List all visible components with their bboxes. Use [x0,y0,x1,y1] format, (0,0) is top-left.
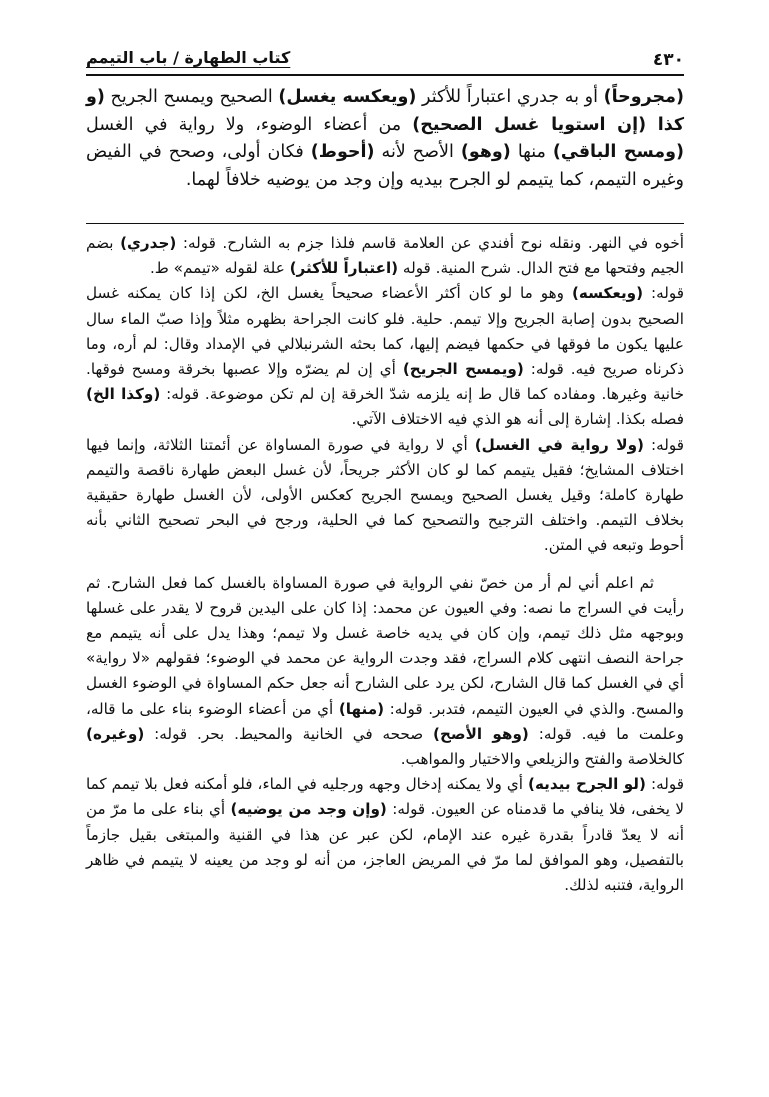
quoted-term: كذا (إن استويا غسل الصحيح) [412,114,684,135]
quoted-term: (ويعكسه يغسل) [278,87,417,107]
quoted-term: (لو الجرح بيديه) [528,775,646,794]
main-text-separator [86,223,684,224]
text-run: الأصح لأنه [374,142,461,162]
text-run: أي بناء على ما مرّ من أنه لا يعدّ قادراً بقدرة غيره عند الإمام، لكن عبر عن هذا في القنية والمبتغى بقيل جازماً بالتفصيل، وهو الموافق لما مرّ في المريض العاجز، من أنه لو وجد من يعينه لا يتيمم في ظاهر الرواية، فتنبه لذلك. [86,800,684,895]
commentary-paragraph [86,433,684,559]
text-run: كالخلاصة والفتح والزيلعي والاختيار والمواهب. [400,750,684,769]
main-text-block [86,84,684,194]
text-run: أي إن لم يضرّه وإلا عصبها بخرقة ومسح فوقها. خانية وغيرها. ومفاده كما قال ط إنه يلزمه شدّ الخرقة إن لم تكن موضوعة. قوله: [86,360,685,404]
page-number: ٤٣٠ [652,50,684,70]
quoted-term: (ويمسح الجريح) [402,360,524,379]
quoted-term: (جدري) [120,234,177,252]
text-run: صححه في الخانية والمحيط. بحر. قوله: [144,724,433,743]
quoted-term: (ويعكسه) [571,284,644,303]
text-run: أي من أعضاء الوضوء بناء على ما قاله، وعلمت ما فيه. قوله: [86,699,684,743]
quoted-term: (وغيره) [86,724,145,743]
text-run: الصحيح ويمسح الجريح [104,87,279,107]
text-run: منها [510,142,553,162]
text-run: قوله: [643,435,684,454]
page-header [86,44,684,76]
text-run: علة لقوله «تيمم» ط. [149,259,290,278]
quoted-term: (ومسح الباقي) [552,142,685,162]
main-text-paragraph [86,84,684,194]
commentary-paragraph [86,281,684,432]
text-run: من أعضاء الوضوء، ولا رواية في الغسل [86,114,413,135]
text-run: أي ولا يمكنه إدخال وجهه ورجليه في الماء، فلو أمكنه فعل بلا تيمم كما لا يخفى، فلا ينافي ما قدمناه عن العيون. قوله: [86,775,684,819]
quoted-term: (وهو الأصح) [433,724,529,743]
text-run: أخوه في النهر. ونقله نوح أفندي عن العلامة قاسم فلذا جزم به الشارح. قوله: [176,234,684,252]
text-run: وهو ما لو كان أكثر الأعضاء صحيحاً يغسل الخ، لكن إذا كان يمكنه غسل الصحيح بدون إصابة الجريح وإلا تيمم. حلية. فلو كانت الجراحة بظهره مثلاً وإذا صبّ الماء سال عليها يكون ما فوقها في حكمها فيضم إليها، كما بحثه الشرنبلالي في الإمداد وقال: لم أره، وما ذكرناه صريح فيه. قوله: [86,284,684,379]
text-run: أو به جدري اعتباراً للأكثر [416,87,604,107]
quoted-term: (و [86,87,105,107]
quoted-term: (أحوط) [310,142,375,162]
text-run: قوله: [645,775,684,794]
text-run: فصله بكذا. إشارة إلى أنه هو الذي فيه الاختلاف الآتي. [351,410,684,429]
text-run: قوله: [643,284,684,303]
commentary-paragraph [86,231,684,281]
text-run: بضم الجيم وفتحها مع فتح الدال. شرح المنية. قوله [86,234,684,278]
text-run: أي لا رواية في صورة المساواة عن أئمتنا الثلاثة، وإنما فيها اختلاف المشايخ؛ فقيل يتيمم كما لو كان الأكثر جريحاً، لأن غسل البعض طهارة ناقصة والتيمم طهارة كاملة؛ وقيل يغسل الصحيح ويمسح الجريح كعكس الأولى، لأن الغسل طهارة حقيقية بخلاف التيمم. واختلف الترجيح والتصحيح كما في الحلية، ورجح في البحر تصحيح الثاني بأنه أحوط وتبعه في المتن. [86,435,684,555]
quoted-term: (ولا رواية في الغسل) [474,435,644,454]
running-title: كتاب الطهارة / باب التيمم [86,48,291,67]
quoted-term: (وكذا الخ) [86,385,161,404]
quoted-term: (منها) [338,699,385,718]
book-page [86,0,684,1097]
quoted-term: (مجروحاً) [603,87,684,107]
text-run: ثم اعلم أني لم أر من خصّ نفي الرواية في صورة المساواة بالغسل كما فعل الشارح. ثم رأيت في السراج ما نصه: وفي العيون عن محمد: إذا كان على اليدين قروح لا يقدر على غسلها وبوجهه مثل ذلك تيمم، وإن كان في يديه خاصة غسل ولا تيمم؛ وهذا يدل على أنه يتيمم مع جراحة النصف انتهى كلام السراج، فقد وجدت الرواية عن محمد في الوضوء؛ فقولهم «لا رواية» أي في الغسل كما قال الشارح، لكن يرد على الشارح أنه جعل حكم المساواة في الوضوء الغسل والمسح. والذي في العيون التيمم، فتدبر. قوله: [86,573,685,718]
quoted-term: (وإن وجد من يوضيه) [230,800,387,819]
quoted-term: (اعتباراً للأكثر) [289,259,399,278]
commentary-paragraph [86,571,684,773]
commentary-block [86,231,684,898]
commentary-paragraph [86,772,684,898]
text-run: فكان أولى، وصحح في الفيض وغيره التيمم، كما يتيمم لو الجرح بيديه وإن وجد من يوضيه خلافاً لهما. [86,142,684,190]
quoted-term: (وهو) [460,142,511,162]
